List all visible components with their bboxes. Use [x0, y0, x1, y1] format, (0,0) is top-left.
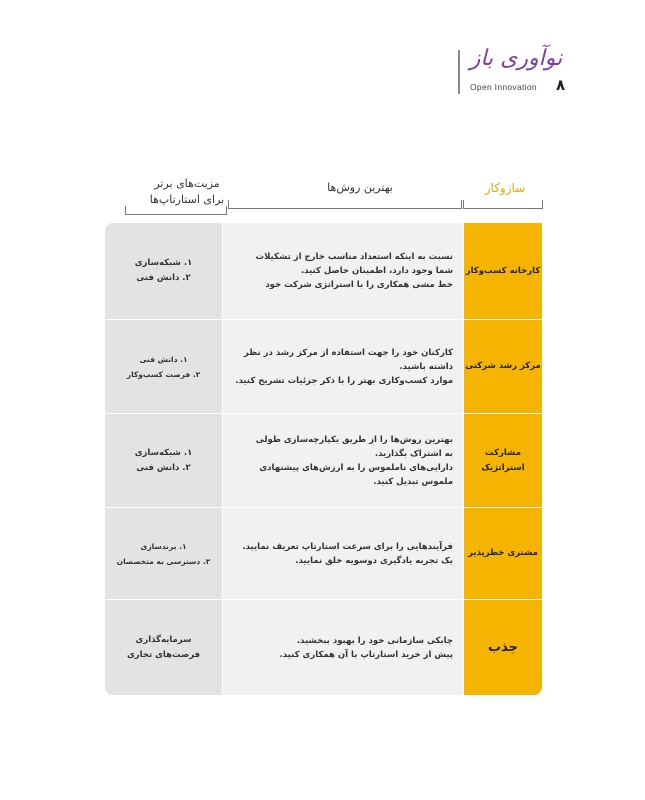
advantage-cell — [105, 600, 222, 695]
header-bracket — [228, 200, 462, 209]
best-practice-cell — [231, 508, 453, 599]
best-practice-line: فرآیندهایی را برای سرعت استارتاپ تعریف نمایید. — [242, 541, 453, 552]
advantage-line: ۱. دانش فنی — [139, 354, 188, 364]
best-practice-line: خط مشی همکاری را با استراتژی شرکت خود — [265, 280, 453, 290]
best-practice-cell — [231, 320, 453, 413]
best-practice-line: یک تجربه یادگیری دوسویه خلق نمایید. — [295, 555, 453, 566]
logo-subtitle: Open Innovation — [470, 82, 537, 92]
header-business: سازوکار — [484, 181, 526, 195]
advantage-cell — [105, 508, 222, 599]
advantage-cell — [105, 414, 222, 507]
advantage-line: ۱. شبکه‌سازی — [134, 258, 193, 268]
table-row — [105, 320, 542, 413]
best-practice-line: کارکنان خود را جهت استفاده از مرکز رشد در نظر — [243, 347, 453, 358]
best-practice-cell — [231, 414, 453, 507]
business-cell-text: کارخانه کسب‌وکار — [465, 265, 541, 276]
logo — [458, 44, 578, 106]
best-practice-line: پیش از خرید استارتاپ با آن همکاری کنید. — [279, 649, 453, 660]
best-practice-line: داشته باشید. — [399, 361, 453, 372]
business-cell-text: جذب — [488, 640, 518, 655]
best-practice-cell — [231, 600, 453, 695]
header-advantages-line: برای استارتاپ‌ها — [149, 193, 225, 206]
advantage-cell — [105, 223, 222, 319]
header-advantages-line: مزیت‌های برتر — [154, 177, 220, 190]
advantage-line: ۲. دسترسی به متخصصان — [116, 556, 211, 566]
business-cell — [464, 223, 542, 319]
best-practice-line: دارایی‌های ناملموس را به ارزش‌های پیشنهادی — [259, 462, 453, 473]
advantage-cell — [105, 320, 222, 413]
header-best-practices: بهترین روش‌ها — [327, 181, 393, 194]
business-cell-text: مشتری خطرپذیر — [468, 548, 538, 558]
table-row — [105, 414, 542, 507]
best-practice-line: بهترین روش‌ها را از طریق یکپارچه‌سازی طولی — [255, 434, 453, 445]
business-cell — [464, 320, 542, 413]
header-advantages — [132, 176, 242, 208]
business-cell — [464, 600, 542, 695]
advantage-line: ۲. فرصت کسب‌وکار — [126, 369, 201, 379]
business-cell-text: مرکز رشد شرکتی — [465, 361, 541, 371]
logo-title: نوآوری باز — [469, 46, 563, 71]
best-practice-line: نسبت به اینکه استعداد مناسب خارج از تشکیلات — [255, 252, 453, 262]
best-practice-line: ملموس تبدیل کنید. — [373, 476, 453, 487]
table-row — [105, 600, 542, 695]
advantage-line: فرصت‌های تجاری — [126, 649, 201, 660]
business-cell-text: مشارکت — [485, 447, 521, 458]
advantage-line: ۲. دانش فنی — [136, 462, 191, 473]
business-cell — [464, 508, 542, 599]
advantage-line: ۲. دانش فنی — [136, 273, 191, 283]
best-practice-line: چابکی سازمانی خود را بهبود ببخشید. — [296, 635, 453, 646]
logo-divider — [458, 50, 460, 94]
comparison-table — [105, 223, 542, 695]
table-row — [105, 508, 542, 599]
business-cell-text: استراتژیک — [481, 462, 525, 473]
table-row — [105, 223, 542, 319]
page-number: ۸ — [556, 76, 566, 94]
advantage-line: ۱. شبکه‌سازی — [134, 447, 193, 458]
best-practice-line: موارد کسب‌وکاری بهتر را با ذکر جزئیات تشریح کنید. — [235, 375, 453, 386]
header-bracket — [125, 206, 227, 215]
best-practice-line: به اشتراک بگذارید. — [374, 448, 453, 459]
best-practice-cell — [231, 223, 453, 319]
business-cell — [464, 414, 542, 507]
header-bracket — [463, 200, 543, 209]
best-practice-line: شما وجود دارد، اطمینان حاصل کنید. — [300, 266, 453, 276]
advantage-line: سرمایه‌گذاری — [135, 634, 192, 645]
advantage-line: ۱. برندسازی — [140, 541, 187, 551]
